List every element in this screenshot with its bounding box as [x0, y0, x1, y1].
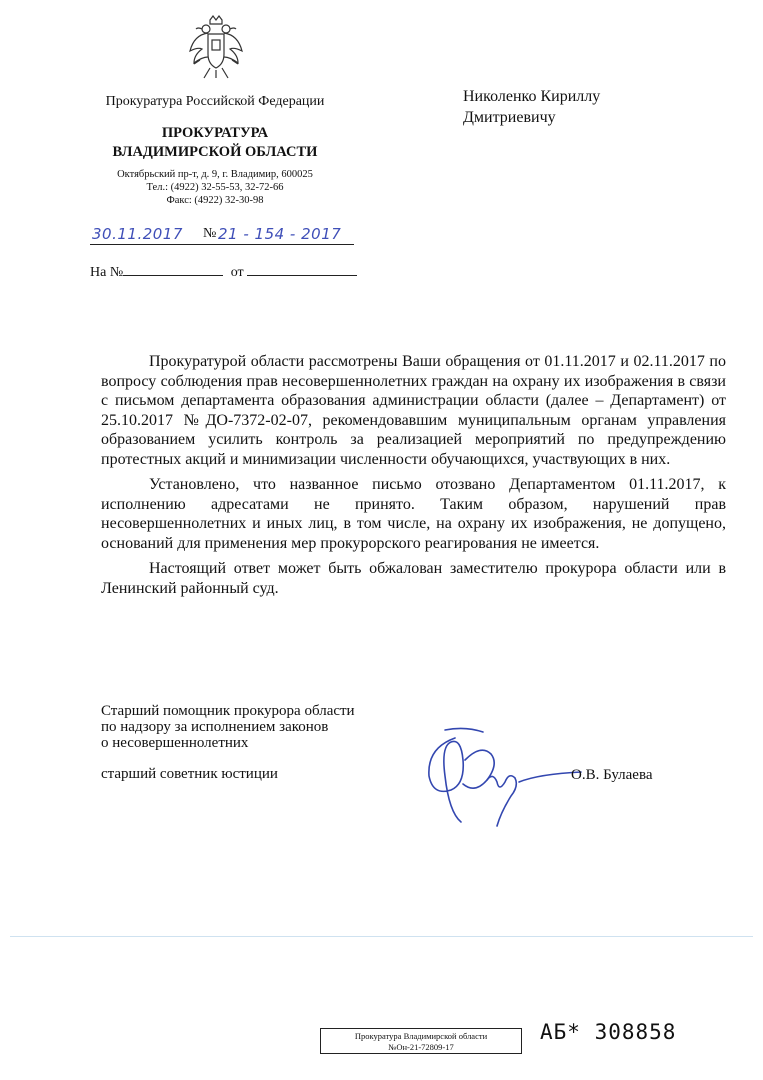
- body-paragraph: Настоящий ответ может быть обжалован заместителю прокурора области или в Ленинский районный суд.: [101, 560, 726, 597]
- blank-serial-number: АБ* 308858: [540, 1020, 677, 1044]
- stamp-line2: №Он-21-72809-17: [388, 1042, 454, 1052]
- org-phone: Тел.: (4922) 32-55-53, 32-72-66: [146, 182, 284, 193]
- body-paragraph: Прокуратурой области рассмотрены Ваши обращения от 01.11.2017 и 02.11.2017 по вопросу соблюдения прав несовершеннолетних граждан на охрану их изображения в связи с письмом департамента образования администрации области (далее – Департамент) от 25.10.2017 №ДО-7372-02-07, рекомендовавшим муниципальным органам управления образованием усилить контроль за реализацией мероприятий по предупреждению протестных акций и минимизации численности обучающихся, участвующих в них.: [101, 353, 726, 468]
- org-name: [60, 124, 370, 162]
- stamp-line1: Прокуратура Владимирской области: [354, 1031, 488, 1041]
- org-fax: Факс: (4922) 32-30-98: [166, 195, 264, 206]
- signer-title-line3: о несовершеннолетних: [101, 735, 249, 751]
- reference-number-label: На №: [90, 265, 124, 280]
- org-contacts: [60, 168, 370, 207]
- registration-date: 30.11.2017: [92, 225, 183, 243]
- registration-number: 21 - 154 - 2017: [218, 225, 342, 243]
- footer-divider: [10, 936, 753, 937]
- org-name-line2: ВЛАДИМИРСКОЙ ОБЛАСТИ: [112, 144, 318, 160]
- federal-org-name: Прокуратура Российской Федерации: [105, 94, 325, 109]
- org-name-line1: ПРОКУРАТУРА: [161, 125, 269, 141]
- signer-rank: старший советник юстиции: [101, 766, 278, 782]
- body-paragraph: Установлено, что названное письмо отозвано Департаментом 01.11.2017, к исполнению адресатами не принято. Таким образом, нарушений прав несовершеннолетних и иных лиц, в том числе, на охрану их изображения, не допущено, оснований для применения мер прокурорского реагирования не имеется.: [101, 476, 726, 552]
- reference-number-blank: [123, 263, 223, 276]
- handwritten-signature-icon: [415, 720, 585, 835]
- double-headed-eagle-icon: [188, 12, 244, 82]
- signer-title-line1: Старший помощник прокурора области: [101, 703, 355, 719]
- registration-number-label: №: [203, 226, 217, 241]
- signer-title-line2: по надзору за исполнением законов: [101, 719, 329, 735]
- org-address: Октябрьский пр-т, д. 9, г. Владимир, 600025: [117, 169, 313, 180]
- reference-from-label: от: [230, 265, 244, 280]
- reference-line: [90, 263, 357, 281]
- addressee-line2: Дмитриевичу: [463, 109, 556, 126]
- registration-stamp: [320, 1028, 522, 1054]
- signer-name: О.В. Булаева: [571, 767, 653, 783]
- addressee: [463, 86, 600, 128]
- signer-title: [101, 703, 355, 751]
- addressee-line1: Николенко Кириллу: [463, 88, 601, 105]
- reference-date-blank: [247, 263, 357, 276]
- letter-body: [101, 352, 726, 604]
